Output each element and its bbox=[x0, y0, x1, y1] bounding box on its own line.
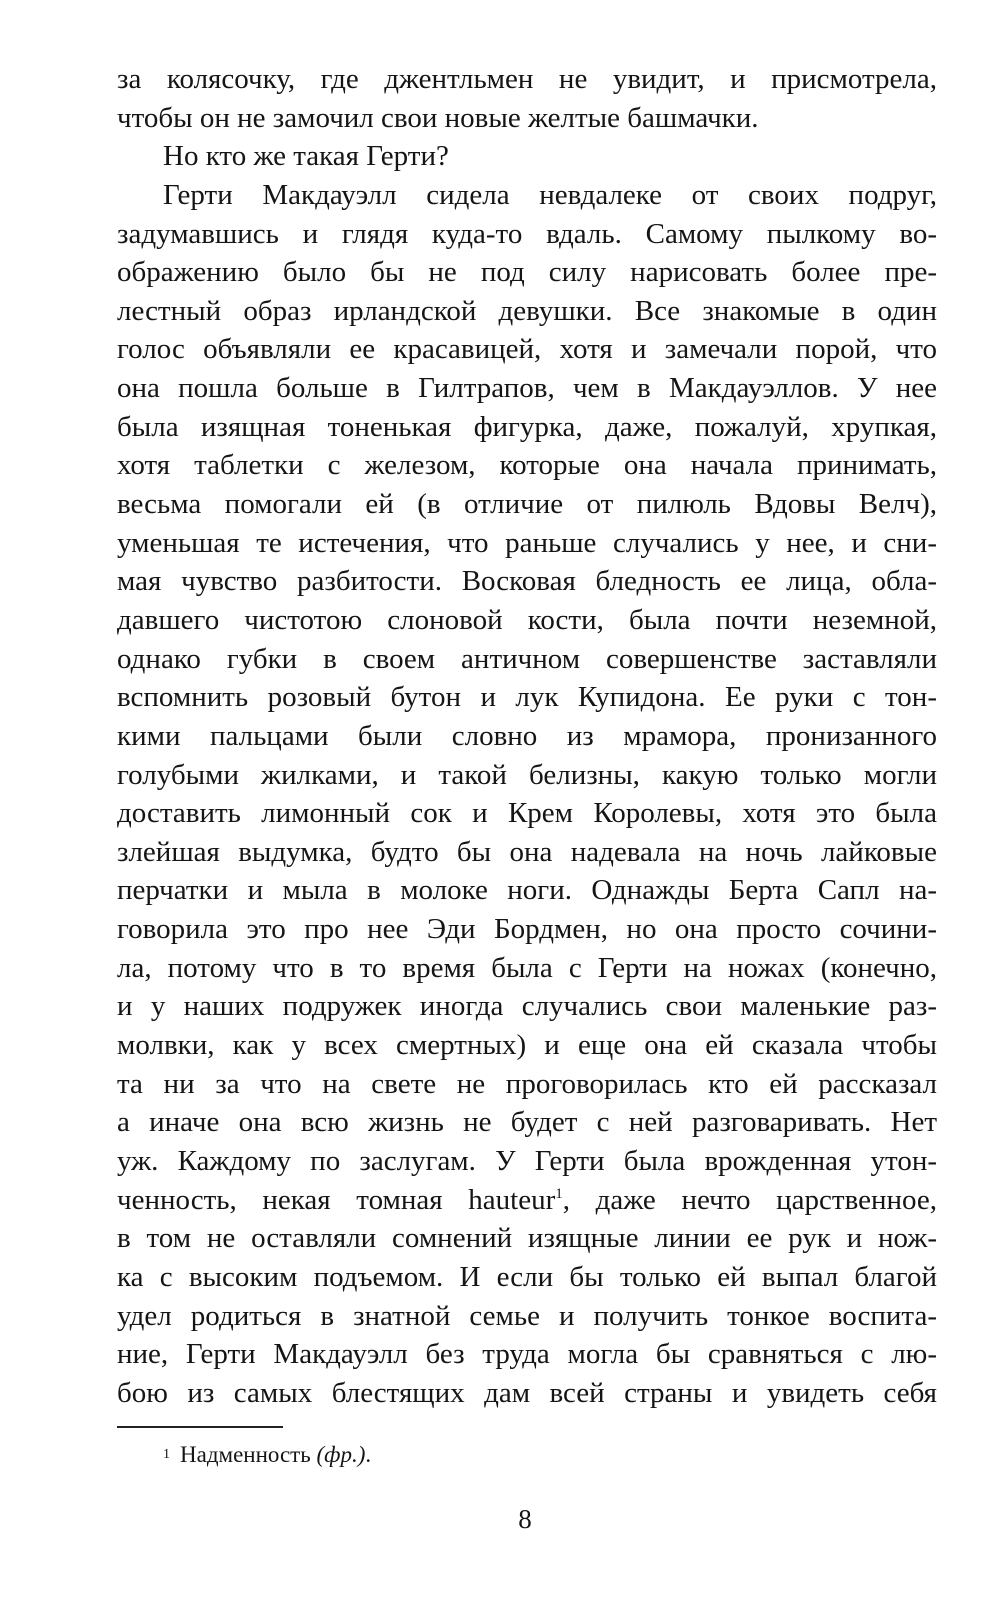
text-line-with-footnote bbox=[117, 1181, 937, 1220]
text-line: ображению было бы не под силу нарисовать более пре- bbox=[117, 256, 937, 289]
text-line: кими пальцами были словно из мрамора, пронизанного bbox=[117, 719, 937, 752]
text-line: чтобы он не замочил свои новые желтые башмачки. bbox=[117, 101, 759, 134]
text-line: голос объявляли ее красавицей, хотя и замечали порой, что bbox=[117, 333, 937, 366]
text-fragment: , даже нечто царственное, bbox=[562, 1183, 937, 1216]
text-line: мая чувство разбитости. Восковая бледность ее лица, обла- bbox=[117, 565, 937, 598]
text-line: давшего чистотою слоновой кости, была почти неземной, bbox=[117, 603, 937, 636]
text-line: была изящная тоненькая фигурка, даже, пожалуй, хрупкая, bbox=[117, 410, 937, 443]
text-line: молвки, как у всех смертных) и еще она ей сказала чтобы bbox=[117, 1029, 937, 1062]
text-line: ние, Герти Макдауэлл без труда могла бы сравняться с лю- bbox=[117, 1338, 937, 1371]
text-line: та ни за что на свете не проговорилась кто ей рассказал bbox=[117, 1067, 937, 1100]
text-line: она пошла больше в Гилтрапов, чем в Макдауэллов. У нее bbox=[117, 372, 937, 405]
text-line: уменьшая те истечения, что раньше случались у нее, и сни- bbox=[117, 526, 937, 559]
main-text bbox=[117, 60, 937, 1412]
footnote-reference[interactable]: 1 bbox=[555, 1185, 563, 1202]
text-line: ка с высоким подъемом. И если бы только ей выпал благой bbox=[117, 1260, 937, 1293]
text-line: злейшая выдумка, будто бы она надевала на ночь лайковые bbox=[117, 835, 937, 868]
footnote-language-abbr: (фр.) bbox=[316, 1442, 366, 1467]
text-line: удел родиться в знатной семье и получить тонкое воспита- bbox=[117, 1299, 937, 1332]
text-line: перчатки и мыла в молоке ноги. Однажды Берта Сапл на- bbox=[117, 874, 937, 907]
text-line: говорила это про нее Эди Бордмен, но она просто сочини- bbox=[117, 913, 937, 946]
text-line: а иначе она всю жизнь не будет с ней разговаривать. Нет bbox=[117, 1106, 937, 1139]
text-line: ла, потому что в то время была с Герти на ножах (конечно, bbox=[117, 951, 937, 984]
text-line: уж. Каждому по заслугам. У Герти была врожденная утон- bbox=[117, 1144, 937, 1177]
footnote bbox=[163, 1440, 371, 1470]
text-line: Но кто же такая Герти? bbox=[163, 140, 449, 173]
text-fragment: ченность, некая томная hauteur bbox=[117, 1183, 556, 1216]
text-line: голубыми жилками, и такой белизны, какую только могли bbox=[117, 758, 937, 791]
text-line: за колясочку, где джентльмен не увидит, и присмотрела, bbox=[117, 63, 937, 95]
text-line: весьма помогали ей (в отличие от пилюль Вдовы Велч), bbox=[117, 488, 937, 521]
footnote-text: Надменность bbox=[180, 1442, 311, 1467]
text-line: вспомнить розовый бутон и лук Купидона. Ее руки с тон- bbox=[117, 681, 937, 714]
text-line: хотя таблетки с железом, которые она начала принимать, bbox=[117, 449, 937, 482]
text-line: Герти Макдауэлл сидела невдалеке от своих подруг, bbox=[163, 178, 937, 211]
footnote-period: . bbox=[365, 1442, 372, 1467]
text-line: и у наших подружек иногда случались свои маленькие раз- bbox=[117, 990, 937, 1023]
footnote-marker: 1 bbox=[163, 1447, 170, 1462]
text-line: однако губки в своем античном совершенстве заставляли bbox=[117, 642, 937, 675]
text-line: в том не оставляли сомнений изящные линии ее рук и нож- bbox=[117, 1222, 937, 1255]
text-line: бою из самых блестящих дам всей страны и увидеть себя bbox=[117, 1376, 937, 1409]
text-line: доставить лимонный сок и Крем Королевы, хотя это была bbox=[117, 797, 937, 830]
page-number: 8 bbox=[518, 1504, 532, 1534]
text-line: задумавшись и глядя куда-то вдаль. Самому пылкому во- bbox=[117, 217, 937, 250]
text-line: лестный образ ирландской девушки. Все знакомые в один bbox=[117, 294, 937, 327]
footnote-divider bbox=[117, 1426, 283, 1428]
